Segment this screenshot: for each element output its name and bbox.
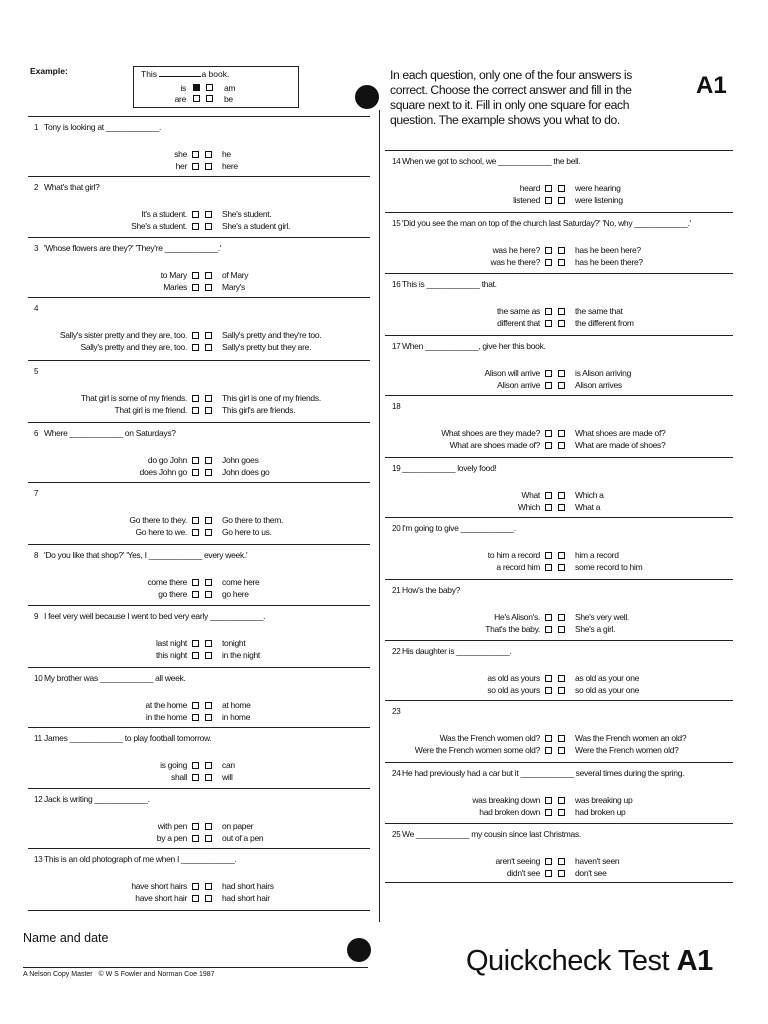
checkbox-6-c[interactable] bbox=[192, 469, 199, 476]
question-text-9: I feel very well because I went to bed very early ____________. bbox=[44, 611, 266, 621]
option-4-c: Sally's pretty and they are, too. bbox=[80, 342, 187, 352]
checkbox-4-b[interactable] bbox=[205, 332, 212, 339]
question-number-22: 22 bbox=[392, 647, 401, 656]
option-21-b: She's very well. bbox=[575, 612, 629, 622]
checkbox-1-c[interactable] bbox=[192, 163, 199, 170]
option-7-a: Go there to they. bbox=[129, 515, 187, 525]
checkbox-23-a[interactable] bbox=[545, 735, 552, 742]
option-15-a: was he here? bbox=[492, 245, 540, 255]
checkbox-21-d[interactable] bbox=[558, 626, 565, 633]
rule-20 bbox=[385, 579, 733, 580]
example-sentence-start: This bbox=[141, 69, 158, 79]
option-12-c: by a pen bbox=[156, 833, 187, 843]
checkbox-16-b[interactable] bbox=[558, 308, 565, 315]
question-number-4: 4 bbox=[34, 304, 39, 313]
question-text-17: When ____________, give her this book. bbox=[402, 341, 546, 351]
example-sentence bbox=[141, 69, 229, 79]
option-2-c: She's a student. bbox=[131, 221, 187, 231]
checkbox-8-a[interactable] bbox=[192, 579, 199, 586]
question-number-14: 14 bbox=[392, 157, 401, 166]
option-20-d: some record to him bbox=[575, 562, 643, 572]
checkbox-7-d[interactable] bbox=[205, 529, 212, 536]
question-number-5: 5 bbox=[34, 367, 39, 376]
option-11-a: is going bbox=[160, 760, 187, 770]
option-3-b: of Mary bbox=[222, 270, 249, 280]
option-1-d: here bbox=[222, 161, 238, 171]
question-text-16: This is ____________ that. bbox=[402, 279, 497, 289]
rule-19 bbox=[385, 517, 733, 518]
option-10-c: in the home bbox=[145, 712, 187, 722]
question-text-11: James ____________ to play football tomorrow. bbox=[44, 733, 212, 743]
test-code: A1 bbox=[696, 72, 727, 99]
checkbox-14-c[interactable] bbox=[545, 197, 552, 204]
checkbox-24-c[interactable] bbox=[545, 809, 552, 816]
name-and-date-label: Name and date bbox=[23, 931, 109, 945]
checkbox-21-a[interactable] bbox=[545, 614, 552, 621]
option-18-c: What are shoes made of? bbox=[449, 440, 540, 450]
checkbox-21-c[interactable] bbox=[545, 626, 552, 633]
question-number-1: 1 bbox=[34, 123, 39, 132]
option-5-c: That girl is me friend. bbox=[114, 405, 187, 415]
example-checkbox-are[interactable] bbox=[193, 95, 200, 102]
option-23-a: Was the French women old? bbox=[439, 733, 540, 743]
option-3-c: Maries bbox=[163, 282, 187, 292]
option-6-c: does John go bbox=[139, 467, 187, 477]
checkbox-19-d[interactable] bbox=[558, 504, 565, 511]
option-24-a: was breaking down bbox=[472, 795, 540, 805]
quickcheck-title bbox=[466, 945, 713, 978]
option-13-d: had short hair bbox=[222, 893, 270, 903]
checkbox-15-b[interactable] bbox=[558, 247, 565, 254]
option-4-b: Sally's pretty and they're too. bbox=[222, 330, 322, 340]
option-13-b: had short hairs bbox=[222, 881, 274, 891]
option-8-c: go there bbox=[158, 589, 187, 599]
checkbox-5-b[interactable] bbox=[205, 395, 212, 402]
option-12-b: on paper bbox=[222, 821, 254, 831]
checkbox-2-a[interactable] bbox=[192, 211, 199, 218]
checkbox-8-d[interactable] bbox=[205, 591, 212, 598]
example-option-is: is bbox=[180, 83, 186, 93]
checkbox-25-b[interactable] bbox=[558, 858, 565, 865]
question-text-8: 'Do you like that shop?' 'Yes, I ____________ every week.' bbox=[44, 550, 248, 560]
question-number-6: 6 bbox=[34, 429, 39, 438]
checkbox-21-b[interactable] bbox=[558, 614, 565, 621]
checkbox-9-c[interactable] bbox=[192, 652, 199, 659]
quickcheck-title-code: A1 bbox=[676, 945, 713, 977]
example-checkbox-be[interactable] bbox=[206, 95, 213, 102]
option-11-b: can bbox=[222, 760, 235, 770]
option-16-c: different that bbox=[497, 318, 540, 328]
question-number-12: 12 bbox=[34, 795, 43, 804]
question-number-16: 16 bbox=[392, 280, 401, 289]
checkbox-12-b[interactable] bbox=[205, 823, 212, 830]
option-3-a: to Mary bbox=[160, 270, 187, 280]
rule-5 bbox=[28, 422, 370, 423]
option-9-c: this night bbox=[155, 650, 187, 660]
question-text-20: I'm going to give ____________. bbox=[402, 523, 516, 533]
checkbox-12-c[interactable] bbox=[192, 835, 199, 842]
checkbox-22-b[interactable] bbox=[558, 675, 565, 682]
question-number-25: 25 bbox=[392, 830, 401, 839]
checkbox-16-c[interactable] bbox=[545, 320, 552, 327]
question-number-24: 24 bbox=[392, 769, 401, 778]
example-checkbox-is[interactable] bbox=[193, 84, 200, 91]
checkbox-22-d[interactable] bbox=[558, 687, 565, 694]
option-8-d: go here bbox=[222, 589, 249, 599]
rule-2 bbox=[28, 237, 370, 238]
copyright-notice: A Nelson Copy Master © W S Fowler and Norman Coe 1987 bbox=[23, 971, 215, 978]
example-sentence-end: a book. bbox=[201, 69, 230, 79]
left-top-rule bbox=[28, 116, 370, 117]
question-text-12: Jack is writing ____________. bbox=[44, 794, 150, 804]
option-14-c: listened bbox=[513, 195, 540, 205]
option-14-b: were hearing bbox=[575, 183, 621, 193]
option-22-b: as old as your one bbox=[575, 673, 640, 683]
option-15-b: has he been here? bbox=[575, 245, 641, 255]
option-25-a: aren't seeing bbox=[495, 856, 540, 866]
example-checkbox-am[interactable] bbox=[206, 84, 213, 91]
instructions: In each question, only one of the four answers is correct. Choose the correct answer and fill in the square next to it. Fill in only one square for each question. The example shows you what to do. bbox=[390, 68, 632, 127]
option-6-d: John does go bbox=[222, 467, 270, 477]
question-text-10: My brother was ____________ all week. bbox=[44, 673, 186, 683]
checkbox-15-d[interactable] bbox=[558, 259, 565, 266]
checkbox-18-a[interactable] bbox=[545, 430, 552, 437]
question-text-13: This is an old photograph of me when I ____________. bbox=[44, 854, 237, 864]
option-7-b: Go there to them. bbox=[222, 515, 284, 525]
option-10-a: at the home bbox=[145, 700, 187, 710]
option-18-d: What are made of shoes? bbox=[575, 440, 666, 450]
checkbox-16-a[interactable] bbox=[545, 308, 552, 315]
rule-1 bbox=[28, 176, 370, 177]
checkbox-6-b[interactable] bbox=[205, 457, 212, 464]
option-12-a: with pen bbox=[157, 821, 187, 831]
option-22-c: so old as yours bbox=[487, 685, 540, 695]
checkbox-2-d[interactable] bbox=[205, 223, 212, 230]
rule-17 bbox=[385, 395, 733, 396]
option-15-c: was he there? bbox=[490, 257, 540, 267]
option-24-b: was breaking up bbox=[575, 795, 633, 805]
rule-23 bbox=[385, 762, 733, 763]
rule-16 bbox=[385, 335, 733, 336]
option-18-a: What shoes are they made? bbox=[441, 428, 540, 438]
checkbox-3-c[interactable] bbox=[192, 284, 199, 291]
question-number-8: 8 bbox=[34, 551, 39, 560]
question-text-19: ____________ lovely food! bbox=[402, 463, 497, 473]
checkbox-4-c[interactable] bbox=[192, 344, 199, 351]
checkbox-9-b[interactable] bbox=[205, 640, 212, 647]
example-label: Example: bbox=[30, 66, 68, 76]
checkbox-6-a[interactable] bbox=[192, 457, 199, 464]
option-24-c: had broken down bbox=[479, 807, 540, 817]
checkbox-11-c[interactable] bbox=[192, 774, 199, 781]
checkbox-1-d[interactable] bbox=[205, 163, 212, 170]
option-15-d: has he been there? bbox=[575, 257, 643, 267]
option-9-b: tonight bbox=[222, 638, 246, 648]
checkbox-20-c[interactable] bbox=[545, 564, 552, 571]
checkbox-5-d[interactable] bbox=[205, 407, 212, 414]
question-text-6: Where ____________ on Saturdays? bbox=[44, 428, 176, 438]
rule-14 bbox=[385, 212, 733, 213]
option-14-a: heard bbox=[519, 183, 540, 193]
registration-mark-top bbox=[355, 85, 379, 109]
option-7-d: Go here to us. bbox=[222, 527, 272, 537]
checkbox-3-d[interactable] bbox=[205, 284, 212, 291]
checkbox-4-a[interactable] bbox=[192, 332, 199, 339]
example-option-be: be bbox=[224, 94, 233, 104]
checkbox-19-a[interactable] bbox=[545, 492, 552, 499]
checkbox-24-a[interactable] bbox=[545, 797, 552, 804]
name-and-date-line bbox=[23, 967, 368, 968]
option-16-b: the same that bbox=[575, 306, 623, 316]
checkbox-2-b[interactable] bbox=[205, 211, 212, 218]
rule-11 bbox=[28, 788, 370, 789]
option-6-a: do go John bbox=[147, 455, 187, 465]
option-11-d: will bbox=[222, 772, 233, 782]
checkbox-10-b[interactable] bbox=[205, 702, 212, 709]
checkbox-6-d[interactable] bbox=[205, 469, 212, 476]
checkbox-1-b[interactable] bbox=[205, 151, 212, 158]
checkbox-19-c[interactable] bbox=[545, 504, 552, 511]
question-number-7: 7 bbox=[34, 489, 39, 498]
checkbox-11-d[interactable] bbox=[205, 774, 212, 781]
option-12-d: out of a pen bbox=[222, 833, 264, 843]
checkbox-10-c[interactable] bbox=[192, 714, 199, 721]
checkbox-7-c[interactable] bbox=[192, 529, 199, 536]
question-number-19: 19 bbox=[392, 464, 401, 473]
question-number-2: 2 bbox=[34, 183, 39, 192]
rule-25 bbox=[385, 882, 733, 883]
option-20-a: to him a record bbox=[487, 550, 540, 560]
option-5-a: That girl is some of my friends. bbox=[80, 393, 187, 403]
option-20-b: him a record bbox=[575, 550, 619, 560]
option-6-b: John goes bbox=[222, 455, 259, 465]
checkbox-14-b[interactable] bbox=[558, 185, 565, 192]
option-21-c: That's the baby. bbox=[485, 624, 540, 634]
checkbox-13-c[interactable] bbox=[192, 895, 199, 902]
option-4-a: Sally's sister pretty and they are, too. bbox=[59, 330, 187, 340]
option-16-d: the different from bbox=[575, 318, 634, 328]
checkbox-2-c[interactable] bbox=[192, 223, 199, 230]
option-8-b: come here bbox=[222, 577, 260, 587]
option-17-c: Alison arrive bbox=[497, 380, 540, 390]
question-number-3: 3 bbox=[34, 244, 39, 253]
checkbox-12-a[interactable] bbox=[192, 823, 199, 830]
option-14-d: were listening bbox=[575, 195, 623, 205]
checkbox-19-b[interactable] bbox=[558, 492, 565, 499]
option-11-c: shall bbox=[171, 772, 187, 782]
rule-13 bbox=[28, 910, 370, 911]
question-text-3: 'Whose flowers are they?' 'They're ____________.' bbox=[44, 243, 222, 253]
rule-6 bbox=[28, 482, 370, 483]
question-text-24: He had previously had a car but it ____________ several times during the spring. bbox=[402, 768, 685, 778]
checkbox-22-c[interactable] bbox=[545, 687, 552, 694]
rule-9 bbox=[28, 667, 370, 668]
question-number-18: 18 bbox=[392, 402, 401, 411]
registration-mark-bottom bbox=[347, 938, 371, 962]
checkbox-25-c[interactable] bbox=[545, 870, 552, 877]
option-13-c: have short hair bbox=[135, 893, 187, 903]
rule-10 bbox=[28, 727, 370, 728]
option-5-d: This girl's are friends. bbox=[222, 405, 296, 415]
option-20-c: a record him bbox=[496, 562, 540, 572]
option-13-a: have short hairs bbox=[131, 881, 187, 891]
option-1-a: she bbox=[174, 149, 187, 159]
checkbox-20-d[interactable] bbox=[558, 564, 565, 571]
option-25-d: don't see bbox=[575, 868, 607, 878]
checkbox-4-d[interactable] bbox=[205, 344, 212, 351]
checkbox-10-a[interactable] bbox=[192, 702, 199, 709]
checkbox-11-b[interactable] bbox=[205, 762, 212, 769]
question-text-25: We ____________ my cousin since last Christmas. bbox=[402, 829, 581, 839]
checkbox-18-c[interactable] bbox=[545, 442, 552, 449]
question-number-23: 23 bbox=[392, 707, 401, 716]
option-1-b: he bbox=[222, 149, 231, 159]
example-option-am: am bbox=[224, 83, 236, 93]
question-text-15: 'Did you see the man on top of the church last Saturday?' 'No, why ____________.' bbox=[402, 218, 691, 228]
checkbox-12-d[interactable] bbox=[205, 835, 212, 842]
rule-24 bbox=[385, 823, 733, 824]
question-text-22: His daughter is ____________. bbox=[402, 646, 512, 656]
checkbox-18-d[interactable] bbox=[558, 442, 565, 449]
option-19-c: Which bbox=[517, 502, 540, 512]
rule-18 bbox=[385, 457, 733, 458]
checkbox-13-a[interactable] bbox=[192, 883, 199, 890]
checkbox-3-a[interactable] bbox=[192, 272, 199, 279]
checkbox-25-d[interactable] bbox=[558, 870, 565, 877]
checkbox-8-c[interactable] bbox=[192, 591, 199, 598]
option-22-a: as old as yours bbox=[487, 673, 540, 683]
option-8-a: come there bbox=[147, 577, 187, 587]
checkbox-1-a[interactable] bbox=[192, 151, 199, 158]
checkbox-24-b[interactable] bbox=[558, 797, 565, 804]
checkbox-7-b[interactable] bbox=[205, 517, 212, 524]
option-19-b: Which a bbox=[575, 490, 604, 500]
option-2-d: She's a student girl. bbox=[222, 221, 291, 231]
checkbox-15-a[interactable] bbox=[545, 247, 552, 254]
option-18-b: What shoes are made of? bbox=[575, 428, 666, 438]
option-10-b: at home bbox=[222, 700, 251, 710]
checkbox-18-b[interactable] bbox=[558, 430, 565, 437]
option-17-d: Alison arrives bbox=[575, 380, 622, 390]
option-16-a: the same as bbox=[496, 306, 540, 316]
checkbox-24-d[interactable] bbox=[558, 809, 565, 816]
checkbox-25-a[interactable] bbox=[545, 858, 552, 865]
checkbox-5-c[interactable] bbox=[192, 407, 199, 414]
option-2-a: It's a student. bbox=[141, 209, 187, 219]
checkbox-14-a[interactable] bbox=[545, 185, 552, 192]
rule-12 bbox=[28, 848, 370, 849]
checkbox-9-a[interactable] bbox=[192, 640, 199, 647]
checkbox-17-c[interactable] bbox=[545, 382, 552, 389]
checkbox-23-c[interactable] bbox=[545, 747, 552, 754]
question-number-20: 20 bbox=[392, 524, 401, 533]
example-option-are: are bbox=[174, 94, 186, 104]
option-24-d: had broken up bbox=[575, 807, 626, 817]
option-7-c: Go here to we. bbox=[135, 527, 187, 537]
checkbox-14-d[interactable] bbox=[558, 197, 565, 204]
option-3-d: Mary's bbox=[222, 282, 245, 292]
option-23-d: Were the French women old? bbox=[575, 745, 679, 755]
checkbox-17-b[interactable] bbox=[558, 370, 565, 377]
option-25-b: haven't seen bbox=[575, 856, 620, 866]
option-4-d: Sally's pretty but they are. bbox=[222, 342, 312, 352]
option-17-b: is Alison arriving bbox=[575, 368, 632, 378]
question-number-13: 13 bbox=[34, 855, 43, 864]
checkbox-13-d[interactable] bbox=[205, 895, 212, 902]
checkbox-16-d[interactable] bbox=[558, 320, 565, 327]
rule-7 bbox=[28, 544, 370, 545]
question-number-9: 9 bbox=[34, 612, 39, 621]
option-2-b: She's student. bbox=[222, 209, 272, 219]
option-25-c: didn't see bbox=[506, 868, 540, 878]
option-17-a: Alison will arrive bbox=[484, 368, 540, 378]
checkbox-10-d[interactable] bbox=[205, 714, 212, 721]
checkbox-23-b[interactable] bbox=[558, 735, 565, 742]
option-19-a: What bbox=[521, 490, 540, 500]
checkbox-15-c[interactable] bbox=[545, 259, 552, 266]
option-1-c: her bbox=[175, 161, 187, 171]
option-19-d: What a bbox=[575, 502, 601, 512]
checkbox-17-d[interactable] bbox=[558, 382, 565, 389]
option-9-a: last night bbox=[155, 638, 187, 648]
checkbox-23-d[interactable] bbox=[558, 747, 565, 754]
option-23-b: Was the French women an old? bbox=[575, 733, 687, 743]
option-22-d: so old as your one bbox=[575, 685, 640, 695]
rule-22 bbox=[385, 700, 733, 701]
checkbox-22-a[interactable] bbox=[545, 675, 552, 682]
checkbox-11-a[interactable] bbox=[192, 762, 199, 769]
rule-21 bbox=[385, 640, 733, 641]
question-number-17: 17 bbox=[392, 342, 401, 351]
option-23-c: Were the French women some old? bbox=[414, 745, 540, 755]
checkbox-17-a[interactable] bbox=[545, 370, 552, 377]
question-number-21: 21 bbox=[392, 586, 401, 595]
option-10-d: in home bbox=[222, 712, 251, 722]
checkbox-9-d[interactable] bbox=[205, 652, 212, 659]
rule-4 bbox=[28, 360, 370, 361]
option-5-b: This girl is one of my friends. bbox=[222, 393, 321, 403]
question-number-15: 15 bbox=[392, 219, 401, 228]
checkbox-5-a[interactable] bbox=[192, 395, 199, 402]
quickcheck-title-text: Quickcheck Test bbox=[466, 945, 670, 977]
question-text-21: How's the baby? bbox=[402, 585, 461, 595]
option-21-a: He's Alison's. bbox=[494, 612, 540, 622]
checkbox-8-b[interactable] bbox=[205, 579, 212, 586]
rule-8 bbox=[28, 605, 370, 606]
question-number-10: 10 bbox=[34, 674, 43, 683]
rule-3 bbox=[28, 297, 370, 298]
checkbox-13-b[interactable] bbox=[205, 883, 212, 890]
question-text-2: What's that girl? bbox=[44, 182, 100, 192]
rule-right-top bbox=[385, 150, 733, 151]
checkbox-20-b[interactable] bbox=[558, 552, 565, 559]
checkbox-7-a[interactable] bbox=[192, 517, 199, 524]
question-text-1: Tony is looking at ____________. bbox=[44, 122, 162, 132]
question-number-11: 11 bbox=[34, 734, 42, 743]
question-text-14: When we got to school, we ____________ the bell. bbox=[402, 156, 581, 166]
option-21-d: She's a girl. bbox=[575, 624, 616, 634]
rule-15 bbox=[385, 273, 733, 274]
checkbox-3-b[interactable] bbox=[205, 272, 212, 279]
option-9-d: in the night bbox=[222, 650, 260, 660]
checkbox-20-a[interactable] bbox=[545, 552, 552, 559]
